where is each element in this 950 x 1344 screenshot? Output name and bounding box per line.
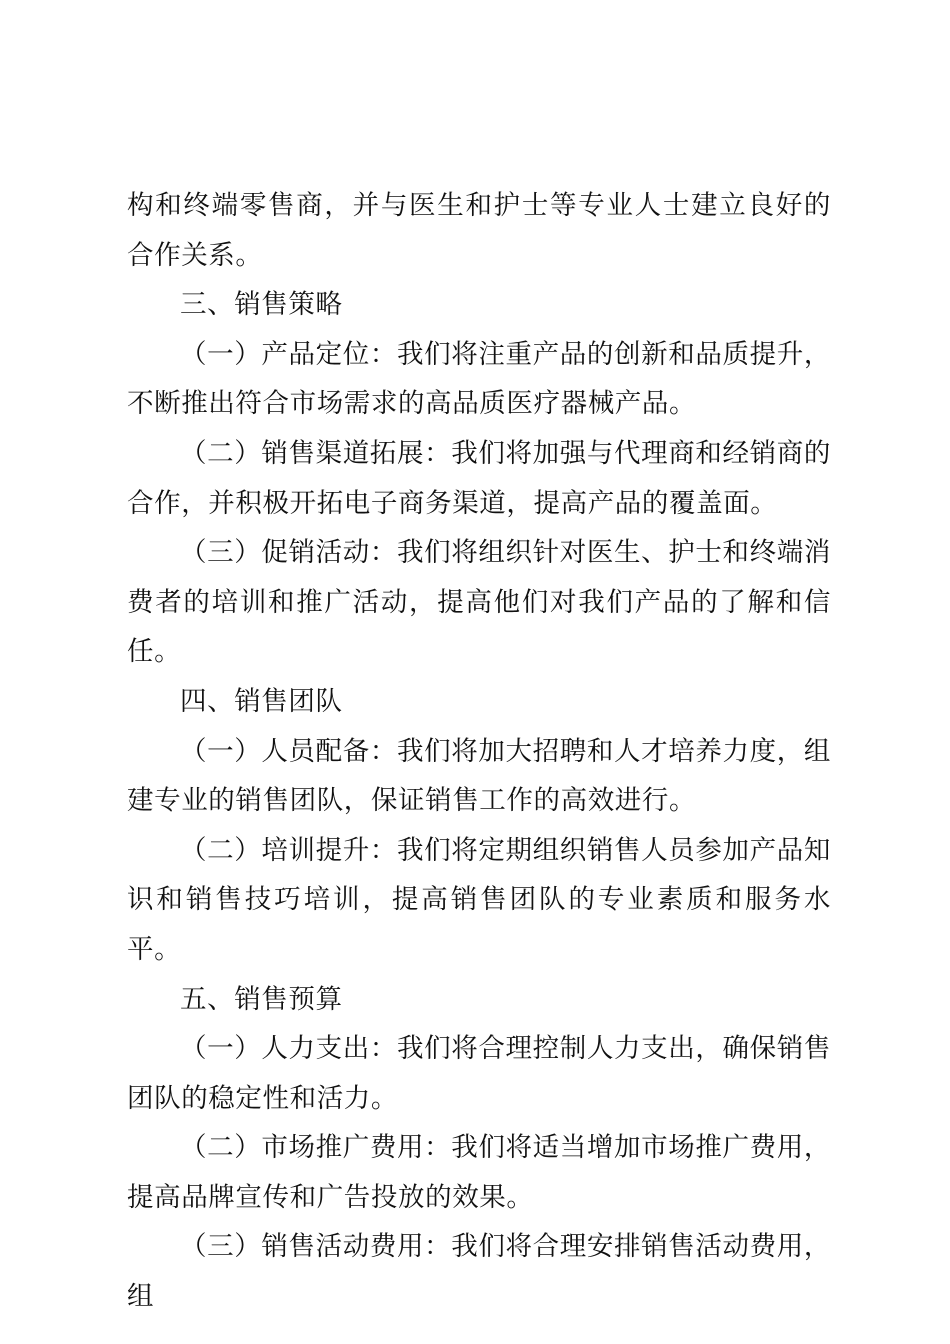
paragraph-product-positioning: （一）产品定位：我们将注重产品的创新和品质提升，不断推出符合市场需求的高品质医疗器械产品。 — [127, 338, 831, 420]
paragraph-activity-cost: （三）销售活动费用：我们将合理安排销售活动费用，组 — [127, 1231, 831, 1313]
section-heading-sales-strategy: 三、销售策略 — [180, 289, 343, 321]
paragraph-staffing: （一）人员配备：我们将加大招聘和人才培养力度，组建专业的销售团队，保证销售工作的高效进行。 — [127, 735, 831, 817]
paragraph-labor-cost: （一）人力支出：我们将合理控制人力支出，确保销售团队的稳定性和活力。 — [127, 1033, 831, 1114]
section-heading-sales-team: 四、销售团队 — [180, 685, 343, 717]
paragraph-promotion-activities: （三）促销活动：我们将组织针对医生、护士和终端消费者的培训和推广活动，提高他们对我们产品的了解和信任。 — [127, 537, 831, 668]
paragraph-training: （二）培训提升：我们将定期组织销售人员参加产品知识和销售技巧培训，提高销售团队的专业素质和服务水平。 — [127, 834, 831, 965]
paragraph-marketing-cost: （二）市场推广费用：我们将适当增加市场推广费用，提高品牌宣传和广告投放的效果。 — [127, 1132, 831, 1213]
paragraph-continuation: 构和终端零售商，并与医生和护士等专业人士建立良好的合作关系。 — [127, 190, 831, 271]
paragraph-channel-expansion: （二）销售渠道拓展：我们将加强与代理商和经销商的合作，并积极开拓电子商务渠道，提高产品的覆盖面。 — [127, 437, 831, 519]
section-heading-sales-budget: 五、销售预算 — [180, 983, 343, 1015]
document-body — [127, 181, 831, 1322]
